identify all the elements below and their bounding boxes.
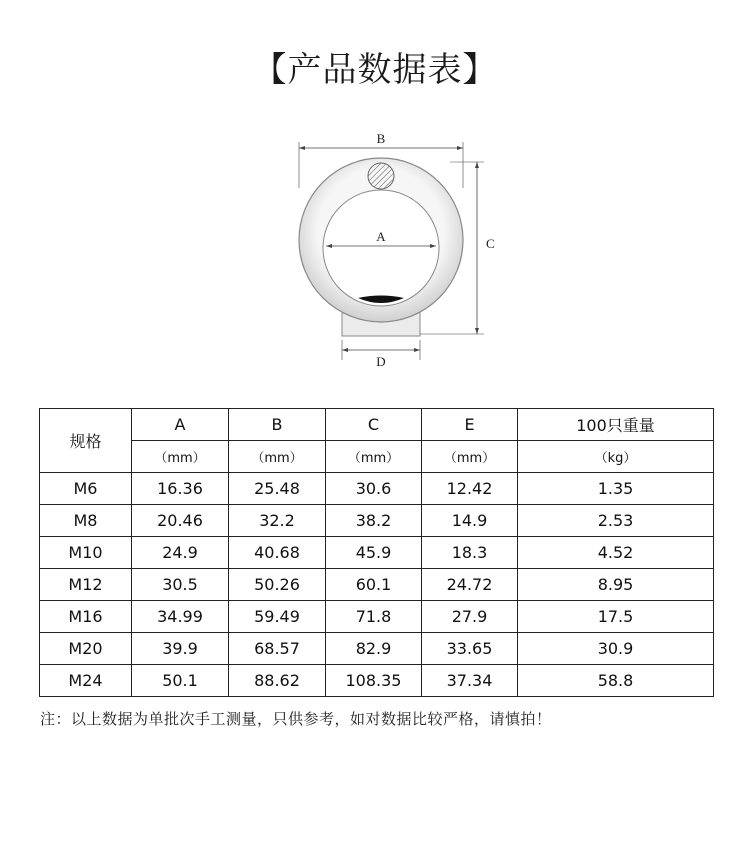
cell-e: 12.42 xyxy=(422,473,518,505)
table-row xyxy=(40,569,714,601)
dim-label-c: C xyxy=(486,236,495,251)
cell-b: 88.62 xyxy=(229,665,326,697)
col-unit-b: （mm） xyxy=(229,441,326,473)
spec-header: 规格 xyxy=(40,409,132,473)
cell-c: 38.2 xyxy=(326,505,422,537)
inner-hole xyxy=(323,190,439,306)
cell-b: 25.48 xyxy=(229,473,326,505)
dim-label-d: D xyxy=(376,354,386,369)
cell-a: 30.5 xyxy=(132,569,229,601)
page-title: 【产品数据表】 xyxy=(252,50,498,90)
cell-e: 18.3 xyxy=(422,537,518,569)
section-hatch xyxy=(368,163,394,189)
cell-weight: 2.53 xyxy=(518,505,714,537)
cell-spec: M6 xyxy=(40,473,132,505)
cell-spec: M12 xyxy=(40,569,132,601)
col-unit-c: （mm） xyxy=(326,441,422,473)
col-unit-weight: （kg） xyxy=(518,441,714,473)
cell-b: 68.57 xyxy=(229,633,326,665)
cell-a: 16.36 xyxy=(132,473,229,505)
col-header-e: E xyxy=(422,409,518,441)
table-row xyxy=(40,473,714,505)
cell-c: 82.9 xyxy=(326,633,422,665)
cell-spec: M24 xyxy=(40,665,132,697)
eye-nut-dimension-diagram xyxy=(280,128,500,378)
cell-weight: 8.95 xyxy=(518,569,714,601)
disclaimer-note: 注：以上数据为单批次手工测量，只供参考，如对数据比较严格，请慎拍！ xyxy=(40,710,552,728)
cell-a: 50.1 xyxy=(132,665,229,697)
table-row xyxy=(40,633,714,665)
table-row xyxy=(40,537,714,569)
cell-e: 27.9 xyxy=(422,601,518,633)
cell-e: 37.34 xyxy=(422,665,518,697)
cell-c: 30.6 xyxy=(326,473,422,505)
cell-weight: 30.9 xyxy=(518,633,714,665)
cell-spec: M16 xyxy=(40,601,132,633)
cell-spec: M20 xyxy=(40,633,132,665)
cell-b: 40.68 xyxy=(229,537,326,569)
cell-spec: M8 xyxy=(40,505,132,537)
cell-c: 108.35 xyxy=(326,665,422,697)
cell-e: 24.72 xyxy=(422,569,518,601)
cell-weight: 4.52 xyxy=(518,537,714,569)
cell-b: 59.49 xyxy=(229,601,326,633)
spec-table xyxy=(39,408,714,697)
dim-label-b: B xyxy=(376,131,386,146)
cell-c: 45.9 xyxy=(326,537,422,569)
col-header-c: C xyxy=(326,409,422,441)
cell-b: 50.26 xyxy=(229,569,326,601)
cell-e: 33.65 xyxy=(422,633,518,665)
cell-a: 34.99 xyxy=(132,601,229,633)
table-row xyxy=(40,665,714,697)
col-unit-a: （mm） xyxy=(132,441,229,473)
col-header-a: A xyxy=(132,409,229,441)
dim-label-a: A xyxy=(376,229,386,244)
cell-e: 14.9 xyxy=(422,505,518,537)
cell-c: 71.8 xyxy=(326,601,422,633)
cell-c: 60.1 xyxy=(326,569,422,601)
cell-weight: 17.5 xyxy=(518,601,714,633)
col-unit-e: （mm） xyxy=(422,441,518,473)
col-header-b: B xyxy=(229,409,326,441)
cell-weight: 58.8 xyxy=(518,665,714,697)
cell-b: 32.2 xyxy=(229,505,326,537)
cell-a: 39.9 xyxy=(132,633,229,665)
cell-weight: 1.35 xyxy=(518,473,714,505)
table-row xyxy=(40,505,714,537)
col-header-weight: 100只重量 xyxy=(518,409,714,441)
cell-spec: M10 xyxy=(40,537,132,569)
cell-a: 20.46 xyxy=(132,505,229,537)
cell-a: 24.9 xyxy=(132,537,229,569)
table-row xyxy=(40,601,714,633)
